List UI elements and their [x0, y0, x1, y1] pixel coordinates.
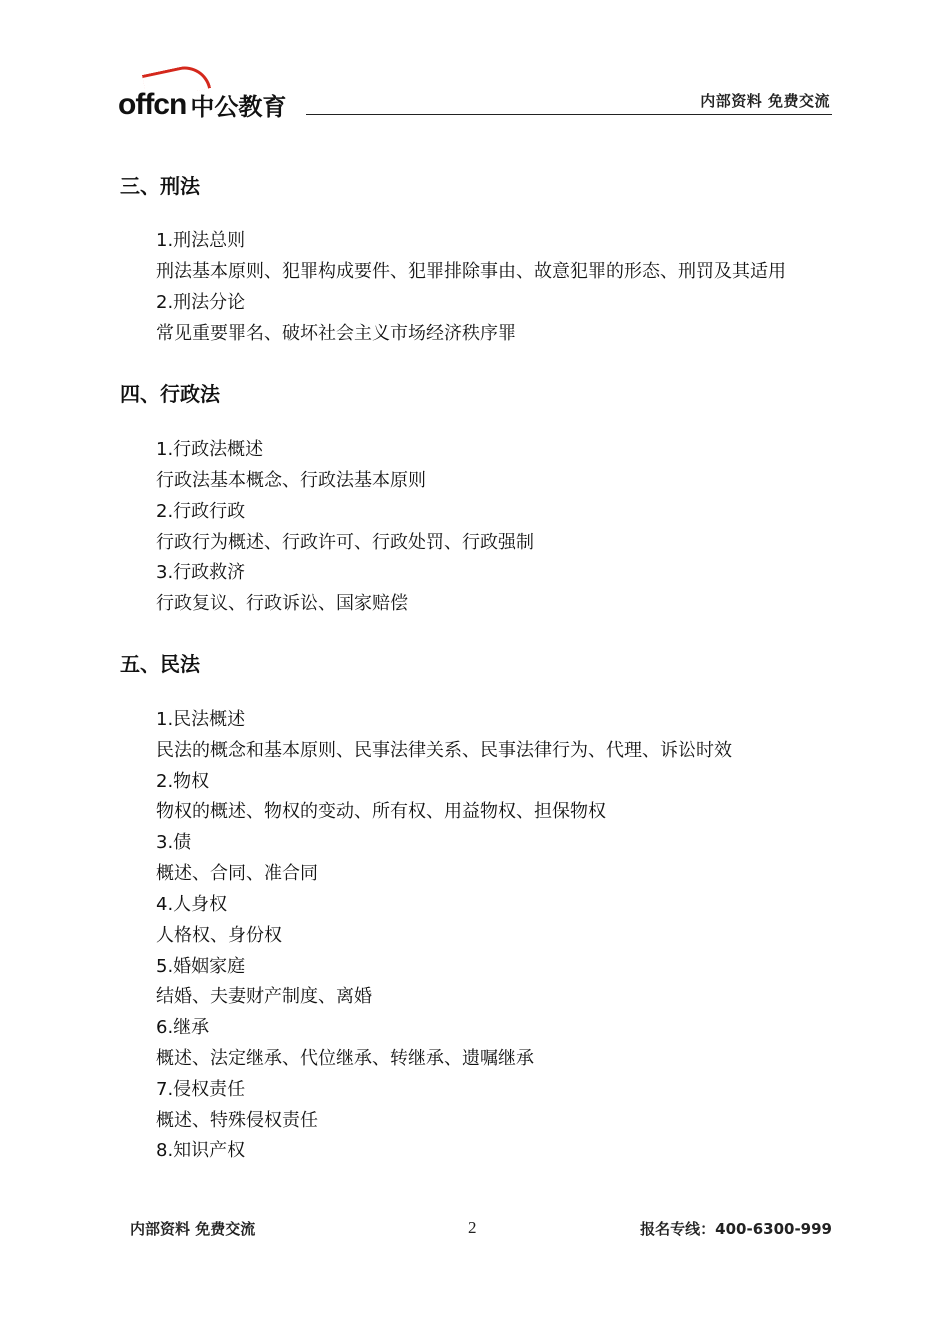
subsection-content: 民法的概念和基本原则、民事法律关系、民事法律行为、代理、诉讼时效 — [156, 740, 732, 761]
subsection-content: 行政法基本概念、行政法基本原则 — [156, 470, 426, 491]
section-title-civil-law: 五、民法 — [120, 652, 200, 676]
subsection-content: 结婚、夫妻财产制度、离婚 — [156, 986, 372, 1007]
subsection-heading: 1.刑法总则 — [156, 230, 246, 251]
subsection-content: 常见重要罪名、破坏社会主义市场经济秩序罪 — [156, 323, 516, 344]
footer-tagline: 内部资料 免费交流 — [130, 1220, 256, 1238]
subsection-heading: 8.知识产权 — [156, 1140, 246, 1161]
logo-chinese-text: 中公教育 — [190, 93, 287, 121]
subsection-heading: 6.继承 — [156, 1017, 210, 1038]
subsection-heading: 5.婚姻家庭 — [156, 956, 246, 977]
section-title-administrative-law: 四、行政法 — [120, 382, 220, 406]
subsection-heading: 4.人身权 — [156, 894, 228, 915]
section-title-criminal-law: 三、刑法 — [120, 174, 200, 198]
subsection-content: 人格权、身份权 — [156, 925, 282, 946]
footer-hotline: 报名专线：400-6300-999 — [640, 1220, 832, 1238]
subsection-heading: 2.行政行政 — [156, 501, 246, 522]
header-divider — [306, 114, 832, 115]
offcn-logo — [118, 80, 286, 120]
subsection-heading: 1.行政法概述 — [156, 439, 264, 460]
subsection-heading: 1.民法概述 — [156, 709, 246, 730]
logo-latin-text: offcn — [118, 88, 187, 121]
page-number: 2 — [468, 1218, 477, 1237]
subsection-content: 行政行为概述、行政许可、行政处罚、行政强制 — [156, 532, 534, 553]
subsection-heading: 2.刑法分论 — [156, 292, 246, 313]
subsection-heading: 7.侵权责任 — [156, 1079, 246, 1100]
subsection-content: 概述、法定继承、代位继承、转继承、遗嘱继承 — [156, 1048, 534, 1069]
subsection-content: 行政复议、行政诉讼、国家赔偿 — [156, 593, 408, 614]
subsection-content: 刑法基本原则、犯罪构成要件、犯罪排除事由、故意犯罪的形态、刑罚及其适用 — [156, 261, 786, 282]
subsection-heading: 3.行政救济 — [156, 562, 246, 583]
subsection-content: 概述、特殊侵权责任 — [156, 1110, 318, 1131]
subsection-heading: 3.债 — [156, 832, 192, 853]
subsection-heading: 2.物权 — [156, 771, 210, 792]
subsection-content: 物权的概述、物权的变动、所有权、用益物权、担保物权 — [156, 801, 606, 822]
subsection-content: 概述、合同、准合同 — [156, 863, 318, 884]
header-tagline: 内部资料 免费交流 — [700, 92, 830, 110]
